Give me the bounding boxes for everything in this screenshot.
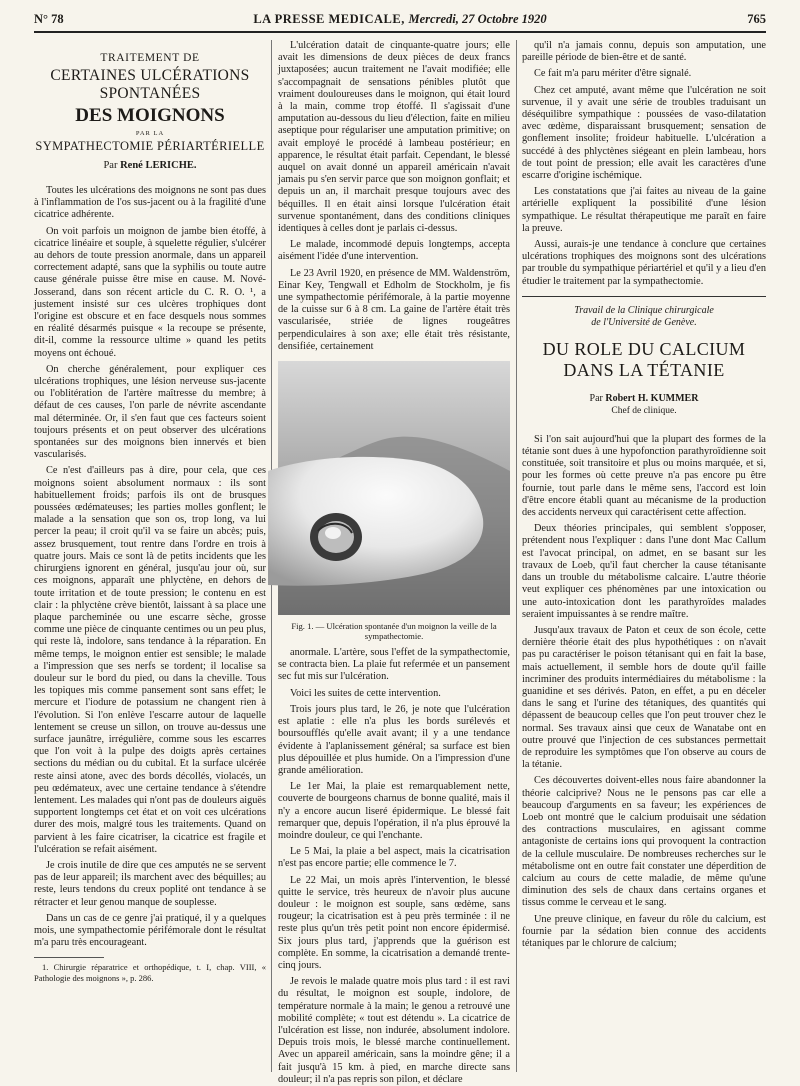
column-separator-2 xyxy=(516,40,517,1072)
paragraph: Je revois le malade quatre mois plus tard : il est ravi du résultat, le moignon est souple, indolore, de température normale à la main; le genou a retrouvé une mobilité complète; « tout est détendu ». La cicatrice de l'ulcération est lisse, non indurée, absolument indolore. Depuis trois mois, le blessé marche continuellement. Avec un appareil américain, sans la moindre gêne; il a fait jusqu'à 15 km. à pied, en marche directe sans douleur; il n'a pas repris son pilon, et déclare xyxy=(278,976,510,1085)
footnote-rule xyxy=(34,957,104,958)
article1-par: PAR LA xyxy=(135,130,165,137)
stump-ulcer-photo xyxy=(278,361,510,615)
page-number: 765 xyxy=(747,12,766,26)
paragraph: Deux théories principales, qui semblent s'opposer, prétendent nous l'expliquer : dans l'une dont Mac Callum est l'avocat principal, on admet, en se basant sur les travaux de Loeb, qu'il faut chercher la cause tétanisante dans un trouble du métabolisme calcaire. L'autre théorie veut expliquer ces phénomènes par une intoxication ou une auto-intoxication dont les parathyroïdes malades seraient impuissantes à se rendre maître. xyxy=(522,523,766,620)
article1-title-line3: DES MOIGNONS xyxy=(75,105,225,126)
article2-title-line2: DANS LA TÉTANIE xyxy=(563,359,725,380)
paragraph: anormale. L'artère, sous l'effet de la sympathectomie, se contracta bien. La plaie fut refermée et un pansement sec fut mis sur l'ulcération. xyxy=(278,647,510,683)
paragraph: Le 5 Mai, la plaie a bel aspect, mais la cicatrisation n'est pas encore partie; elle commence le 7. xyxy=(278,846,510,870)
paragraph: L'ulcération datait de cinquante-quatre jours; elle avait les dimensions de deux pièces de deux francs juxtaposées; aucun traitement ne l'avait modifiée; elle s'accompagnait de sensations pénibles plutôt que vraiment douloureuses dans le moignon, qui était lourd à la main, comme trop étoffé. Il s'agissait d'une amputation au-dessous du lieu d'élection, faite en milieu aseptique pour régulariser une amputation primitive; on avait employé le procédé à lambeau postérieur; en apparence, le résultat était parfait. Cependant, le blessé auquel on avait donné un appareil américain n'avait jamais pu s'en servir parce que son moignon gonflait; et depuis un an, il marchait presque toujours avec des béquilles. Il en était ainsi lorsque l'ulcération était survenue spontanément, dans des conditions cliniques identiques à celles dont je parlais ci-dessus. xyxy=(278,40,510,235)
paragraph: Le malade, incommodé depuis longtemps, accepta aisément l'idée d'une intervention. xyxy=(278,239,510,263)
paragraph: Le 23 Avril 1920, en présence de MM. Waldenström, Einar Key, Tengwall et Edholm de Stockholm, je fis une sympathectomie périfémorale, à la partie moyenne de la cuisse sur 6 à 8 cm. La gaine de l'artère était très vascularisée, striée de lignes rougeâtres perpendiculaires à son axe; elle était très résistante, densifiée, certainement xyxy=(278,267,510,352)
article2-title xyxy=(522,339,766,381)
issue-date: Mercredi, 27 Octobre 1920 xyxy=(408,12,547,26)
credit-line2: de l'Université de Genève. xyxy=(591,316,697,328)
column-3 xyxy=(522,40,766,1072)
stump-illustration xyxy=(278,361,510,615)
paragraph: Ces découvertes doivent-elles nous faire abandonner la théorie calciprive? Nous ne le pensons pas car elle a beaucoup d'arguments en sa faveur; les expériences de Loeb ont montré que le calcium produisait une sédation des contractions musculaires, en agissant comme antagoniste de certains ions qui provoquent la contraction de la cellule musculaire. De nombreuses recherches sur le métabolisme ont en outre fait constater une déperdition de calcium au cours de cette maladie, de même qu'une diminution des sels de chaux dans certains organes et tissus comme le cerveau et le sang. xyxy=(522,775,766,909)
paragraph: Les constatations que j'ai faites au niveau de la gaine artérielle expliquent la possibilité d'une lésion sympathique. Le résultat thérapeutique me paraît en faire la preuve. xyxy=(522,186,766,234)
article2-credit xyxy=(522,305,766,329)
paragraph: On cherche généralement, pour expliquer ces ulcérations trophiques, une lésion nerveuse sus-jacente ou l'oblitération de l'artère maîtresse du membre; à défaut de ces causes, l'on parle de névrite ascendante mal déterminée. Or, il s'en faut que ces facteurs soient toujours présents et on peut observer des ulcérations spontanées sur des moignons bien innervés et bien vascularisés. xyxy=(34,363,266,461)
article1-title-line4: SYMPATHECTOMIE PÉRIARTÉRIELLE xyxy=(35,139,265,153)
article1-title-line2: CERTAINES ULCÉRATIONS SPONTANÉES xyxy=(50,67,250,102)
article1-author: René LERICHE. xyxy=(120,160,197,171)
article2-byline xyxy=(522,393,766,404)
paragraph: Je crois inutile de dire que ces amputés ne se servent pas de leur appareil; ils marchent avec des béquilles; au reste, leurs tendons du creux poplité ont tendance à se rétracter et leur genou manque de souplesse. xyxy=(34,859,266,908)
paragraph: Aussi, aurais-je une tendance à conclure que certaines ulcérations trophiques des moignons sont des ulcérations par trouble du sympathique périartériel et qu'il y a lieu d'en étudier le traitement par la sympathectomie. xyxy=(522,239,766,287)
paragraph: Jusqu'aux travaux de Paton et ceux de son école, cette dernière théorie était des plus hypothétiques : on n'avait pas pu caractériser le poison tétanisant qui en fait la base, mais actuellement, il semble hors de doute qu'il faille incriminer des produits intermédiaires du métabolisme : la guanidine et ses dérivés. Paton, en effet, a pu en déceler dans le sang et l'urine des tétaniques, des quantités qui dépassent de beaucoup celles que l'on peut trouver chez le normal. Ses travaux ainsi que ceux de Wanatabe ont en outre prouvé que l'injection de ces substances permettait de reproduire les symptômes que l'on observe au cours de la tétanie. xyxy=(522,624,766,771)
paragraph: Le 22 Mai, un mois après l'intervention, le blessé quitte le service, très heureux de n'avoir plus aucune douleur : le moignon est souple, sans œdème, sans rougeur; la cicatrisation est à peu près terminée : il ne reste plus qu'un très petit point non encore épidermisé. Six jours plus tard, j'apprends que la guérison est complète. En somme, la cicatrisation a demandé trente-cinq jours. xyxy=(278,874,510,971)
article2-title-line1: DU ROLE DU CALCIUM xyxy=(542,338,746,359)
paragraph: Trois jours plus tard, le 26, je note que l'ulcération est aplatie : elle n'a plus les bords surélevés et boursoufflés qu'elle avait avant; il y a une tendance évidente à l'aplanissement général; sa surface est bien plus dépouillée et plus humide. On a l'impression d'une grande amélioration. xyxy=(278,703,510,776)
paragraph: Ce n'est d'ailleurs pas à dire, pour cela, que ces moignons soient absolument normaux : ils sont habituellement froids; parfois ils ont de brusques poussées œdémateuses; les parties molles gonflent; le malade a la sensation que son os, trop long, va lui percer la peau; il croit qu'il va se faire un abcès; puis, assez brusquement, tout rentre dans l'ordre en trois à quatre jours. Mais ce sont là de petits incidents que les chirurgiens ignorent en général, jusqu'au jour où, sur ces moignons, apparaît une phlyctène, en dehors de toute irritation et de toute pression; le contenu en est clair : la phlyctène crève bientôt, laissant à sa place une plaque parcheminée ou une escarre sèche, grosse comme une pièce de cinquante centimes ou un peu plus, qui reste là, indolore, sans tendance à la réparation. En même temps, le moignon entier est sensible; le malade a l'impression que ses nerfs se tordent; il localise sa douleur sur le bord du pied, ou dans la cheville. Tous les topiques mis comme pansement sont sans effet; le mercure et l'iodure de potassium ne changent rien à l'évolution. Si l'on enlève l'escarre autour de laquelle lentement se creuse un sillon, on trouve au-dessus une surface jaunâtre, irrégulière, comme sous les escarres que l'on voit à la pulpe des doigts après certaines sections du médian ou du cubital. Et la surface ulcérée reste ainsi atone, avec des bords décollés, violacés, un peu œdémateux, avec une certaine tendance à s'étendre lentement. Les malades qui n'ont pas de douleurs aiguës supportent longtemps cet état et on voit ces ulcérations durer des mois, malgré tous les traitements. Quand on parvient à les faire cicatriser, la cicatrice est fragile et l'ulcération se refait aisément. xyxy=(34,465,266,855)
column-2 xyxy=(278,40,510,1085)
header-rule xyxy=(34,31,766,33)
page-header xyxy=(34,10,766,28)
article1-title-block xyxy=(34,52,266,171)
issue-number: N° 78 xyxy=(34,12,64,26)
article1-title-line1: TRAITEMENT DE xyxy=(100,52,200,64)
figure-1 xyxy=(278,361,510,641)
column-1 xyxy=(34,40,266,1025)
byline-prefix: Par xyxy=(103,160,118,171)
credit-line1: Travail de la Clinique chirurgicale xyxy=(574,304,714,316)
paragraph: Dans un cas de ce genre j'ai pratiqué, il y a quelques mois, une sympathectomie périfémorale dont le résultat m'a paru très encourageant. xyxy=(34,912,266,949)
paragraph: Le 1er Mai, la plaie est remarquablement nette, couverte de bourgeons charnus de bonne qualité, mais il n'y a encore aucun liseré épidermique. Le blessé fait remarquer que, depuis l'opération, il n'a plus éprouvé la moindre douleur, ce qui l'enchante. xyxy=(278,781,510,841)
article1-byline xyxy=(34,160,266,171)
journal-name: LA PRESSE MEDICALE, xyxy=(253,12,405,26)
byline-prefix: Par xyxy=(589,392,603,404)
figure-caption: Fig. 1. — Ulcération spontanée d'un moignon la veille de la sympathectomie. xyxy=(291,621,497,642)
paragraph: On voit parfois un moignon de jambe bien étoffé, à cicatrice linéaire et souple, à squelette régulier, s'ulcérer au dehors de toute pression anormale, dans un appareil correctement adapté, sans que la syphilis ou toute autre cause générale puisse être mise en cause. M. Nové-Josserand, dans son récent article du C. R. O. ¹, a justement insisté sur ces ulcères trophiques dont l'origine est obscure et en face desquels nous sommes en réalité désarmés puisque « la recoupe se présente, dit-il, comme la ressource ultime » quand les petits moyens ont échoué. xyxy=(34,225,266,359)
paragraph: Si l'on sait aujourd'hui que la plupart des formes de la tétanie sont dues à une hypofonction parathyroïdienne soit constituée, soit transitoire et plus ou moins marquée, et si, pour les formes où cette preuve n'a pas encore pu être fournie, tout parle dans le même sens, l'accord est loin d'être encore établi quant au mécanisme de la production des accidents nerveux qui caractérisent cette affection. xyxy=(522,433,766,519)
paragraph: qu'il n'a jamais connu, depuis son amputation, une pareille période de bien-être et de santé. xyxy=(522,40,766,64)
article2-author-role: Chef de clinique. xyxy=(611,405,677,416)
paragraph: Toutes les ulcérations des moignons ne sont pas dues à l'inflammation de l'os sus-jacent ou à la fragilité d'une cicatrice adhérente. xyxy=(34,185,266,221)
paragraph: Chez cet amputé, avant même que l'ulcération ne soit survenue, il y avait une série de troubles traduisant un déséquilibre sympathique : poussées de vaso-dilatation avec œdème, disparaissant brusquement; sensation de gonflement insolite; froideur habituelle. L'ulcération a succédé à des phlyctènes siégeant en plein lambeau, hors de tout point de pression; elle avait les caractères d'une escarre d'origine ischémique. xyxy=(522,84,766,182)
masthead xyxy=(34,10,766,28)
paragraph: Ce fait m'a paru mériter d'être signalé. xyxy=(534,68,692,80)
article-divider xyxy=(522,296,766,297)
paragraph: Voici les suites de cette intervention. xyxy=(290,687,441,699)
footnote: 1. Chirurgie réparatrice et orthopédique, t. I, chap. VIII, « Pathologie des moignons », p. 286. xyxy=(34,962,266,983)
paragraph: Une preuve clinique, en faveur du rôle du calcium, est fournie par la sédation bien connue des accidents tétaniques par le chlorure de calcium; xyxy=(522,913,766,949)
article2-author: Robert H. KUMMER xyxy=(605,392,699,404)
